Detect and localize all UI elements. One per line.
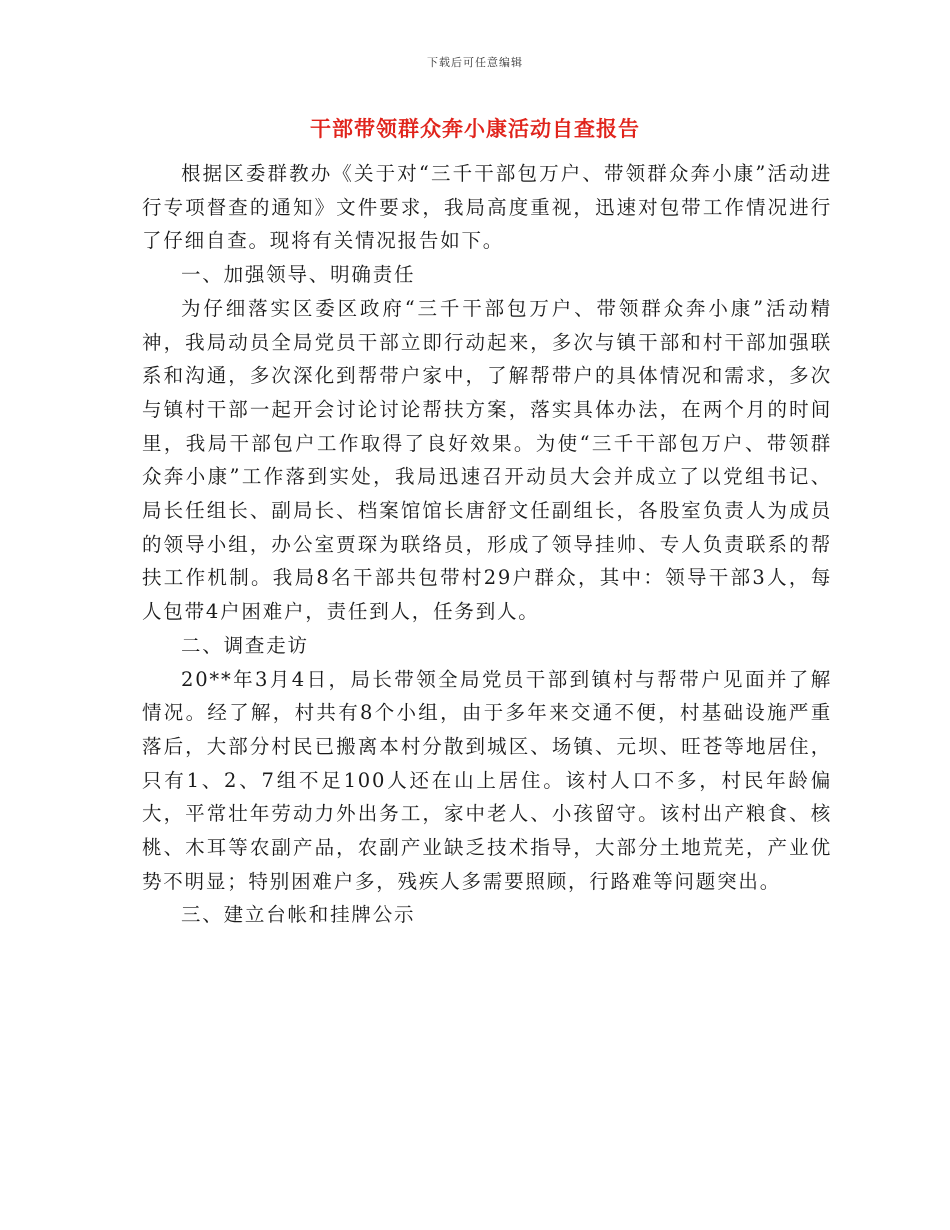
paragraph-intro: 根据区委群教办《关于对“三千干部包万户、带领群众奔小康”活动进行专项督查的通知》文件要求，我局高度重视，迅速对包带工作情况进行了仔细自查。现将有关情况报告如下。 xyxy=(142,162,832,253)
section-heading-2: 二、调查走访 xyxy=(181,633,309,657)
section-heading-3: 三、建立台帐和挂牌公示 xyxy=(181,903,416,927)
document-title: 干部带领群众奔小康活动自查报告 xyxy=(310,116,640,141)
header-note: 下载后可任意编辑 xyxy=(427,56,523,69)
section-heading-1: 一、加强领导、明确责任 xyxy=(181,263,416,287)
paragraph-section-1: 为仔细落实区委区政府“三千干部包万户、带领群众奔小康”活动精神，我局动员全局党员干部立即行动起来，多次与镇干部和村干部加强联系和沟通，多次深化到帮带户家中，了解帮带户的具体情况和需求，多次与镇村干部一起开会讨论讨论帮扶方案，落实具体办法，在两个月的时间里，我局干部包户工作取得了良好效果。为使“三千干部包万户、带领群众奔小康”工作落到实处，我局迅速召开动员大会并成立了以党组书记、局长任组长、副局长、档案馆馆长唐舒文任副组长，各股室负责人为成员的领导小组，办公室贾琛为联络员，形成了领导挂帅、专人负责联系的帮扶工作机制。我局8名干部共包带村29户群众，其中：领导干部3人，每人包带4户困难户，责任到人，任务到人。 xyxy=(142,296,832,624)
paragraph-section-2: 20**年3月4日，局长带领全局党员干部到镇村与帮带户见面并了解情况。经了解，村共有8个小组，由于多年来交通不便，村基础设施严重落后，大部分村民已搬离本村分散到城区、场镇、元坝、旺苍等地居住，只有1、2、7组不足100人还在山上居住。该村人口不多，村民年龄偏大，平常壮年劳动力外出务工，家中老人、小孩留守。该村出产粮食、核桃、木耳等农副产品，农副产业缺乏技术指导，大部分土地荒芜，产业优势不明显；特别困难户多，残疾人多需要照顾，行路难等问题突出。 xyxy=(142,667,832,893)
document-body xyxy=(142,157,832,932)
